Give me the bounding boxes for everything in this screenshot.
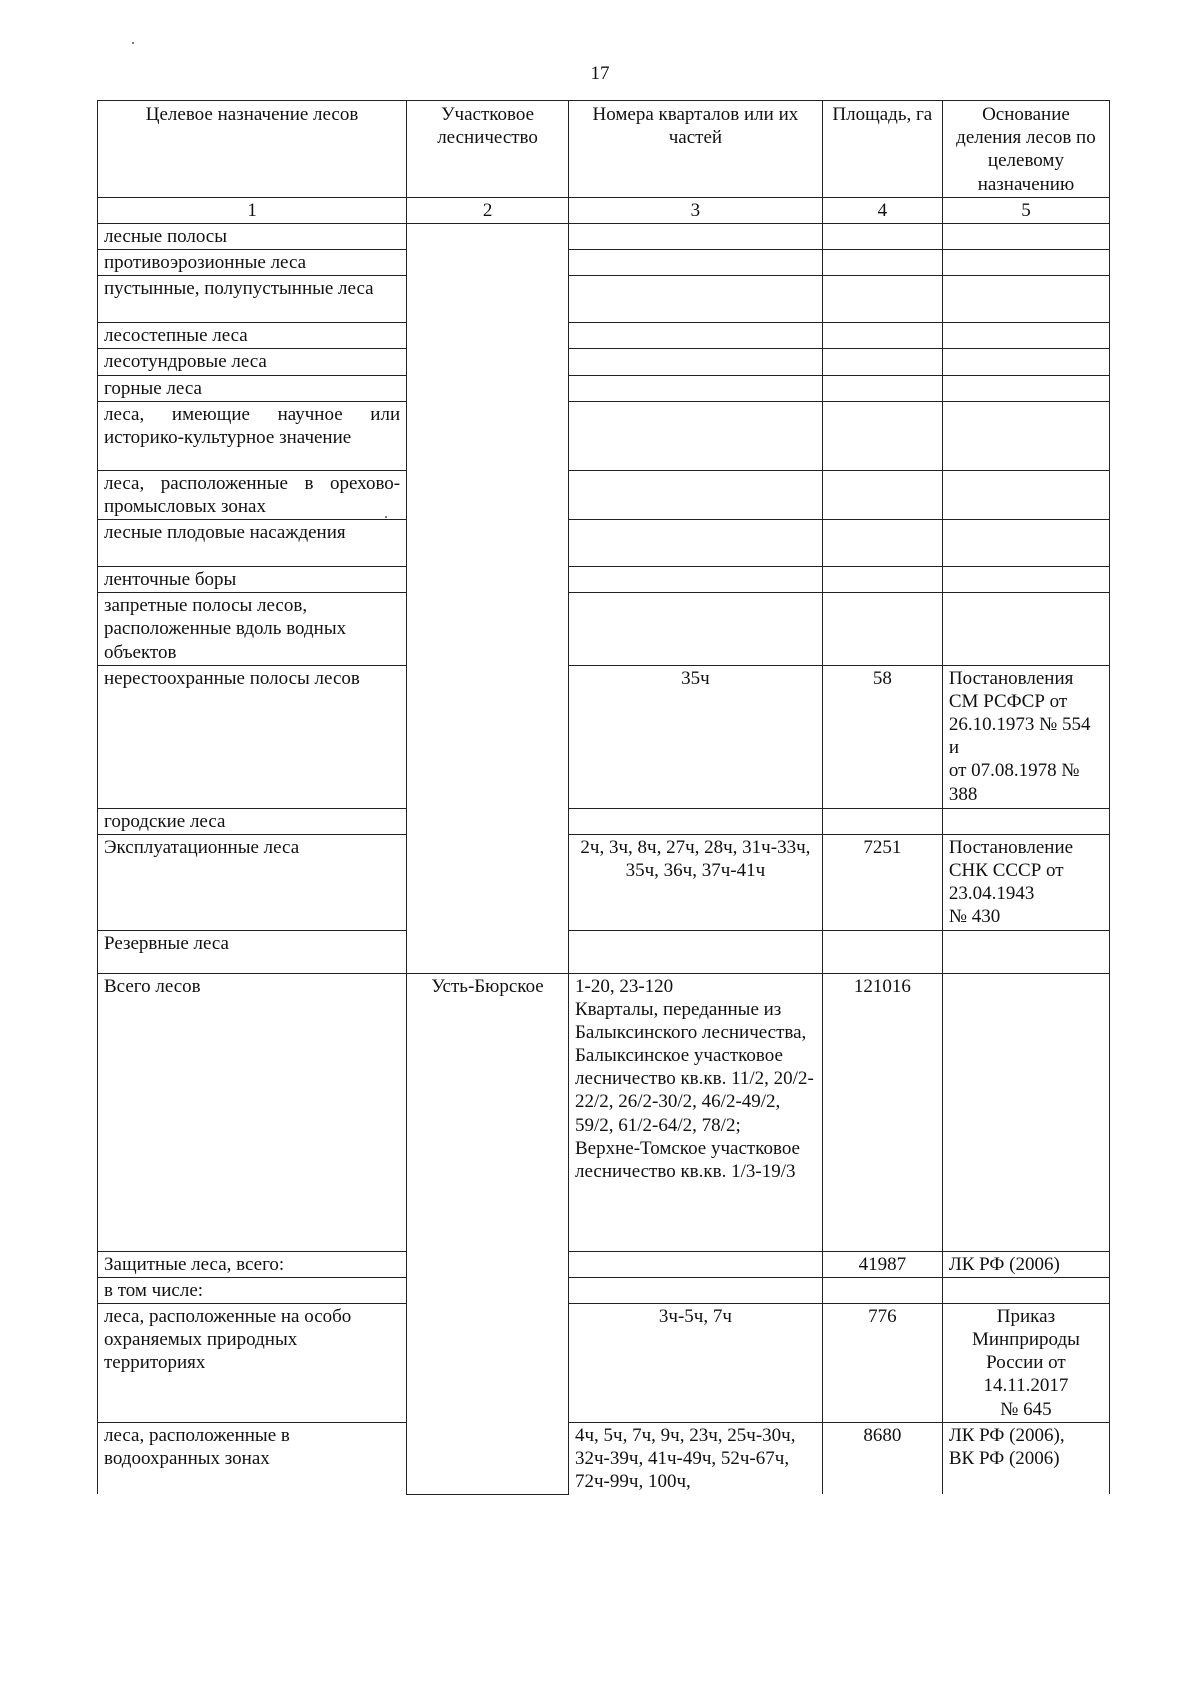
- area-cell: 8680: [822, 1422, 942, 1494]
- area-cell: 776: [822, 1303, 942, 1422]
- quarters-cell: [569, 520, 823, 567]
- purpose-cell: лесные плодовые насаждения: [98, 520, 407, 567]
- table-row: [98, 1422, 1110, 1494]
- basis-cell: ЛК РФ (2006), ВК РФ (2006): [942, 1422, 1109, 1494]
- area-cell: [822, 930, 942, 973]
- table-row: [98, 1251, 1110, 1277]
- header-purpose: Целевое назначение лесов: [98, 101, 407, 198]
- purpose-cell: Резервные леса: [98, 930, 407, 973]
- quarters-cell: 3ч-5ч, 7ч: [569, 1303, 823, 1422]
- purpose-cell: Всего лесов: [98, 973, 407, 1251]
- table-row: [98, 1277, 1110, 1303]
- header-district: Участковое лесничество: [407, 101, 569, 198]
- basis-cell: ЛК РФ (2006): [942, 1251, 1109, 1277]
- scan-speck: [132, 42, 134, 44]
- purpose-cell: леса, расположенные на особо охраняемых природных территориях: [98, 1303, 407, 1422]
- quarters-cell: [569, 567, 823, 593]
- basis-cell: [942, 1277, 1109, 1303]
- area-cell: 7251: [822, 834, 942, 930]
- basis-cell: [942, 250, 1109, 276]
- table-row: [98, 349, 1110, 375]
- purpose-cell: леса, имеющие научное или историко-культурное значение: [98, 401, 407, 470]
- header-basis: Основание деления лесов по целевому назначению: [942, 101, 1109, 198]
- quarters-cell: 1-20, 23-120 Кварталы, переданные из Балыксинского лесничества, Балыксинское участковое лесничество кв.кв. 11/2, 20/2-22/2, 26/2-30/2, 46/2-49/2, 59/2, 61/2-64/2, 78/2; Верхне-Томское участковое лесничество кв.кв. 1/3-19/3: [569, 973, 823, 1251]
- header-quarters: Номера кварталов или их частей: [569, 101, 823, 198]
- quarters-cell: [569, 1251, 823, 1277]
- basis-cell: [942, 323, 1109, 349]
- area-cell: [822, 520, 942, 567]
- table-row: [98, 401, 1110, 470]
- area-cell: [822, 375, 942, 401]
- purpose-cell: нерестоохранные полосы лесов: [98, 665, 407, 808]
- district-blank-cell: [407, 223, 569, 973]
- quarters-cell: [569, 223, 823, 249]
- quarters-cell: [569, 276, 823, 323]
- basis-cell: [942, 401, 1109, 470]
- quarters-cell: [569, 349, 823, 375]
- basis-cell: Приказ Минприроды России от 14.11.2017 № 645: [942, 1303, 1109, 1422]
- area-cell: [822, 276, 942, 323]
- purpose-cell: лесотундровые леса: [98, 349, 407, 375]
- basis-cell: [942, 593, 1109, 666]
- quarters-cell: [569, 323, 823, 349]
- purpose-cell: горные леса: [98, 375, 407, 401]
- area-cell: [822, 401, 942, 470]
- page-number: 17: [590, 63, 610, 84]
- quarters-cell: [569, 1277, 823, 1303]
- table-row: [98, 520, 1110, 567]
- basis-cell: [942, 276, 1109, 323]
- table-row: [98, 567, 1110, 593]
- column-number: 5: [942, 197, 1109, 223]
- table-row: [98, 223, 1110, 249]
- column-number: 4: [822, 197, 942, 223]
- table-row: [98, 665, 1110, 808]
- table-row: [98, 1303, 1110, 1422]
- area-cell: [822, 250, 942, 276]
- basis-cell: Постановление СНК СССР от 23.04.1943 № 430: [942, 834, 1109, 930]
- basis-cell: [942, 470, 1109, 519]
- basis-cell: [942, 930, 1109, 973]
- basis-cell: Постановления СМ РСФСР от 26.10.1973 № 554 и от 07.08.1978 № 388: [942, 665, 1109, 808]
- purpose-cell: Эксплуатационные леса: [98, 834, 407, 930]
- basis-cell: [942, 349, 1109, 375]
- basis-cell: [942, 375, 1109, 401]
- purpose-cell: леса, расположенные в орехово-промысловых зонах: [98, 470, 407, 519]
- area-cell: [822, 567, 942, 593]
- table-row: [98, 323, 1110, 349]
- purpose-cell: противоэрозионные леса: [98, 250, 407, 276]
- purpose-cell: пустынные, полупустынные леса: [98, 276, 407, 323]
- column-number: 3: [569, 197, 823, 223]
- purpose-cell: лесостепные леса: [98, 323, 407, 349]
- area-cell: 41987: [822, 1251, 942, 1277]
- quarters-cell: 4ч, 5ч, 7ч, 9ч, 23ч, 25ч-30ч, 32ч-39ч, 41ч-49ч, 52ч-67ч, 72ч-99ч, 100ч,: [569, 1422, 823, 1494]
- table-row: [98, 470, 1110, 519]
- purpose-cell: запретные полосы лесов, расположенные вдоль водных объектов: [98, 593, 407, 666]
- quarters-cell: [569, 930, 823, 973]
- table-row: [98, 593, 1110, 666]
- area-cell: [822, 349, 942, 375]
- area-cell: 121016: [822, 973, 942, 1251]
- area-cell: [822, 470, 942, 519]
- table-row: [98, 808, 1110, 834]
- basis-cell: [942, 567, 1109, 593]
- quarters-cell: [569, 593, 823, 666]
- purpose-cell: городские леса: [98, 808, 407, 834]
- basis-cell: [942, 520, 1109, 567]
- area-cell: [822, 323, 942, 349]
- quarters-cell: [569, 808, 823, 834]
- area-cell: [822, 808, 942, 834]
- purpose-cell: Защитные леса, всего:: [98, 1251, 407, 1277]
- header-area: Площадь, га: [822, 101, 942, 198]
- quarters-cell: [569, 401, 823, 470]
- purpose-cell: леса, расположенные в водоохранных зонах: [98, 1422, 407, 1494]
- column-number: 1: [98, 197, 407, 223]
- column-number: 2: [407, 197, 569, 223]
- purpose-cell: ленточные боры: [98, 567, 407, 593]
- column-number-row: [98, 197, 1110, 223]
- area-cell: [822, 1277, 942, 1303]
- area-cell: [822, 223, 942, 249]
- forest-purpose-table: [97, 100, 1110, 1495]
- purpose-cell: в том числе:: [98, 1277, 407, 1303]
- quarters-cell: [569, 470, 823, 519]
- quarters-cell: [569, 375, 823, 401]
- purpose-cell: лесные полосы: [98, 223, 407, 249]
- table-row: [98, 375, 1110, 401]
- quarters-cell: [569, 250, 823, 276]
- district-cell: Усть-Бюрское: [407, 973, 569, 1494]
- quarters-cell: 35ч: [569, 665, 823, 808]
- table-row: [98, 276, 1110, 323]
- area-cell: 58: [822, 665, 942, 808]
- quarters-cell: 2ч, 3ч, 8ч, 27ч, 28ч, 31ч-33ч, 35ч, 36ч, 37ч-41ч: [569, 834, 823, 930]
- area-cell: [822, 593, 942, 666]
- table-row: [98, 930, 1110, 973]
- table-row: [98, 834, 1110, 930]
- table-header-row: [98, 101, 1110, 198]
- basis-cell: [942, 223, 1109, 249]
- table-row: [98, 250, 1110, 276]
- table-row: [98, 973, 1110, 1251]
- basis-cell: [942, 973, 1109, 1251]
- basis-cell: [942, 808, 1109, 834]
